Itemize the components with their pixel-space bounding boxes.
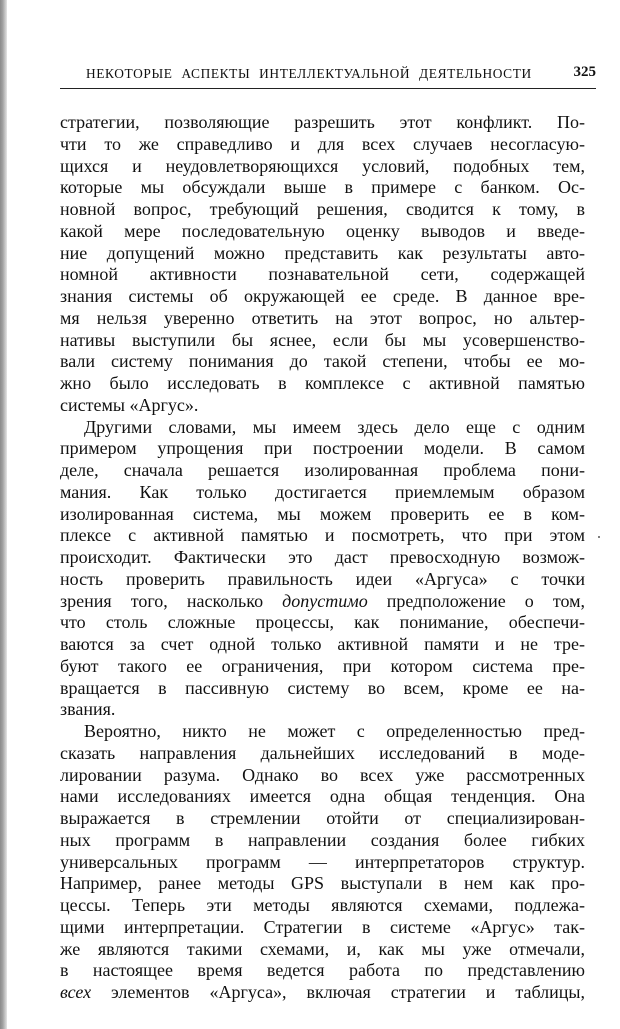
text-line [60,591,585,613]
line-text: изолированная система, мы можем проверить ее в ком- [60,503,585,524]
text-line [60,156,585,178]
text-line [60,721,585,743]
text-line [60,308,585,330]
line-text: которые мы обсуждали выше в примере с банком. Ос- [60,177,585,198]
body-text [60,112,585,1004]
text-line [60,895,585,917]
line-text: жно было исследовать в комплексе с активной памятью [60,373,585,393]
line-text: сказать направления дальнейших исследований в моде- [60,742,585,763]
text-line [60,373,585,395]
line-text: в настоящее время ведется работа по представлению [60,960,585,981]
text-line [60,243,585,265]
line-text: новной вопрос, требующий решения, сводится к тому, в [60,199,585,219]
text-line [60,525,585,547]
line-text: цессы. Теперь эти методы являются схемами, подлежа- [60,895,585,915]
line-text: знания системы об окружающей ее среде. В данное вре- [60,286,585,306]
line-text: Другими словами, мы имеем здесь дело еще с одним [84,416,585,437]
line-text: универсальных программ — интерпретаторов структур. [60,851,585,872]
text-line [60,634,585,656]
line-text: Например, ранее методы GPS выступали в нем как про- [60,873,585,894]
line-text: ние допущений можно представить как результаты авто- [60,242,585,263]
running-header [60,64,596,89]
text-line [60,830,585,852]
text-line [60,351,585,373]
scan-speck [598,536,600,538]
line-text: мания. Как только достигается приемлемым образом [60,481,585,502]
text-line [60,177,585,199]
line-text: мя нельзя уверенно ответить на этот вопрос, но альтер- [60,307,585,328]
line-text: ность проверить правильность идеи «Аргуса» с точки [60,568,585,589]
text-line [60,939,585,961]
text-line [60,569,585,591]
line-text: деле, сначала решается изолированная проблема пони- [60,460,585,480]
line-text: системы «Аргус». [60,394,199,415]
text-line [60,330,585,352]
text-line [60,221,585,243]
line-text: чти то же справедливо и для всех случаев несогласую- [60,133,585,154]
line-text: предположение о том, [367,590,585,611]
running-title: НЕКОТОРЫЕ АСПЕКТЫ ИНТЕЛЛЕКТУАЛЬНОЙ ДЕЯТЕЛЬНОСТИ [86,66,532,81]
scan-binding-edge [0,0,7,1029]
line-text: примером упрощения при построении модели. В самом [60,438,585,459]
text-line [60,460,585,482]
line-text: вали систему понимания до такой степени, чтобы ее мо- [60,351,585,372]
text-line [60,808,585,830]
line-text: номной активности познавательной сети, содержащей [60,264,585,285]
text-line [60,286,585,308]
line-text: звания. [60,699,116,720]
text-line [60,612,585,634]
line-text: зрения того, насколько [60,590,283,611]
text-line [60,873,585,895]
line-text: элементов «Аргуса», включая стратегии и таблицы, [91,982,585,1002]
text-line [60,765,585,787]
text-line [60,982,585,1004]
line-text: выражается в стремлении отойти от специализирован- [60,808,585,828]
text-line [60,656,585,678]
line-text: буют такого ее ограничения, при котором система пре- [60,655,585,676]
text-line [60,547,585,569]
line-text: нами исследованиях имеется одна общая тенденция. Она [60,786,585,807]
line-text: плексе с активной памятью и посмотреть, что при этом [60,525,585,546]
line-text: же являются такими схемами, и, как мы уже отмечали, [60,938,585,959]
text-line [60,395,585,417]
line-text: щихся и неудовлетворяющихся условий, подобных тем, [60,155,585,176]
line-text: что столь сложные процессы, как понимание, обеспечи- [60,612,585,633]
page-number: 325 [573,64,596,80]
italic-text: допустимо [282,590,368,611]
line-text: лировании разума. Однако во всех уже рассмотренных [60,764,585,785]
line-text: щими интерпретации. Стратегии в системе «Аргус» так- [60,916,585,937]
text-line [60,852,585,874]
text-line [60,438,585,460]
line-text: вращается в пассивную систему во всем, кроме ее на- [60,677,585,698]
line-text: ваются за счет одной только активной памяти и не тре- [60,634,585,654]
line-text: происходит. Фактически это даст превосходную возмож- [60,547,585,567]
text-line [60,264,585,286]
text-line [60,917,585,939]
text-line [60,417,585,439]
text-line [60,678,585,700]
text-line [60,960,585,982]
line-text: стратегии, позволяющие разрешить этот конфликт. По- [60,112,585,132]
italic-text: всех [60,982,92,1002]
text-line [60,786,585,808]
text-line [60,112,585,134]
text-line [60,199,585,221]
text-line [60,504,585,526]
line-text: Вероятно, никто не может с определенностью пред- [84,721,585,741]
text-line [60,743,585,765]
line-text: ных программ в направлении создания более гибких [60,829,585,850]
line-text: нативы выступили бы яснее, если бы мы усовершенство- [60,329,585,350]
text-line [60,482,585,504]
line-text: какой мере последовательную оценку выводов и введе- [60,220,585,241]
text-line [60,699,585,721]
text-line [60,134,585,156]
